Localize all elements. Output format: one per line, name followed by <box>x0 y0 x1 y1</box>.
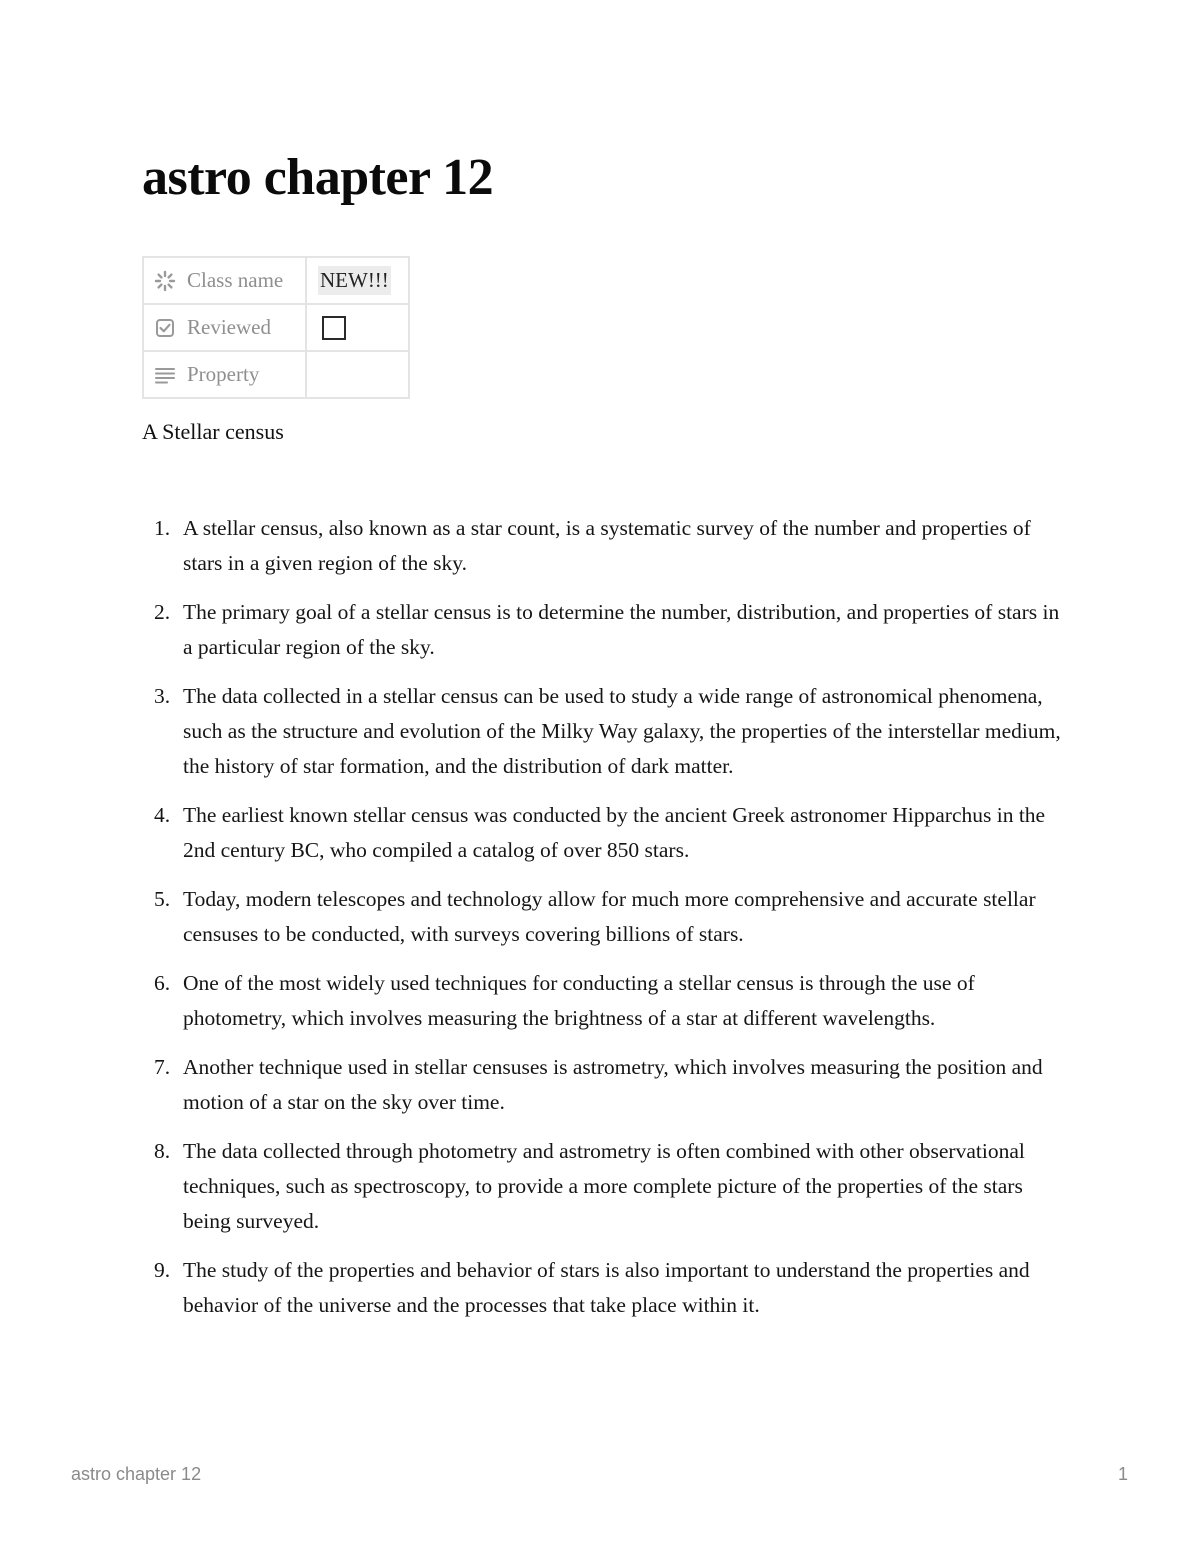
list-item-text: The study of the properties and behavior of stars is also important to understand the properties and behavior of the universe and the processes that take place within it. <box>183 1258 1030 1317</box>
checkbox-icon <box>154 317 176 339</box>
property-row-reviewed <box>143 304 409 351</box>
footer-document-title: astro chapter 12 <box>71 1464 202 1484</box>
property-label: Reviewed <box>187 315 271 339</box>
property-value-empty[interactable] <box>306 351 409 398</box>
list-item <box>142 882 1062 952</box>
footer-page-number: 1 <box>1118 1464 1129 1484</box>
text-lines-icon <box>154 364 176 386</box>
property-key <box>143 351 306 398</box>
page-title: astro chapter 12 <box>142 149 494 206</box>
properties-table <box>142 256 410 399</box>
list-item-number: 4. <box>154 803 171 827</box>
property-row-property <box>143 351 409 398</box>
list-item-text: The primary goal of a stellar census is to determine the number, distribution, and properties of stars in a particular region of the sky. <box>183 600 1060 659</box>
list-item-number: 5. <box>154 887 171 911</box>
list-item-number: 3. <box>154 684 171 708</box>
class-name-tag[interactable]: NEW!!! <box>318 266 391 295</box>
list-item-text: The data collected in a stellar census can be used to study a wide range of astronomical phenomena, such as the structure and evolution of the Milky Way galaxy, the properties of the interstellar medium, the history of star formation, and the distribution of dark matter. <box>183 684 1061 778</box>
list-item-text: A stellar census, also known as a star count, is a systematic survey of the number and properties of stars in a given region of the sky. <box>183 516 1031 575</box>
property-value[interactable] <box>306 257 409 304</box>
property-label: Class name <box>187 268 284 292</box>
list-item-text: One of the most widely used techniques for conducting a stellar census is through the use of photometry, which involves measuring the brightness of a star at different wavelengths. <box>183 971 975 1030</box>
property-key <box>143 257 306 304</box>
list-item <box>142 595 1062 665</box>
property-value[interactable] <box>306 304 409 351</box>
list-item <box>142 1050 1062 1120</box>
list-item <box>142 1253 1062 1323</box>
list-item-number: 9. <box>154 1258 171 1282</box>
list-item <box>142 1134 1062 1239</box>
section-heading: A Stellar census <box>142 419 284 444</box>
reviewed-checkbox[interactable] <box>322 316 346 340</box>
list-item-number: 1. <box>154 516 171 540</box>
list-item <box>142 511 1062 581</box>
loading-spinner-icon <box>154 270 176 292</box>
list-item-text: The earliest known stellar census was conducted by the ancient Greek astronomer Hipparchus in the 2nd century BC, who compiled a catalog of over 850 stars. <box>183 803 1046 862</box>
list-item <box>142 798 1062 868</box>
property-key <box>143 304 306 351</box>
list-item <box>142 966 1062 1036</box>
list-item-text: Today, modern telescopes and technology allow for much more comprehensive and accurate stellar censuses to be conducted, with surveys covering billions of stars. <box>183 887 1036 946</box>
property-row-class-name <box>143 257 409 304</box>
list-item-number: 6. <box>154 971 171 995</box>
list-item <box>142 679 1062 784</box>
property-label: Property <box>187 362 260 386</box>
list-item-number: 2. <box>154 600 171 624</box>
list-item-text: Another technique used in stellar censuses is astrometry, which involves measuring the position and motion of a star on the sky over time. <box>183 1055 1043 1114</box>
list-item-number: 7. <box>154 1055 171 1079</box>
list-item-number: 8. <box>154 1139 171 1163</box>
list-item-text: The data collected through photometry and astrometry is often combined with other observational techniques, such as spectroscopy, to provide a more complete picture of the properties of the stars being surveyed. <box>183 1139 1025 1233</box>
notes-list <box>142 511 1062 1337</box>
